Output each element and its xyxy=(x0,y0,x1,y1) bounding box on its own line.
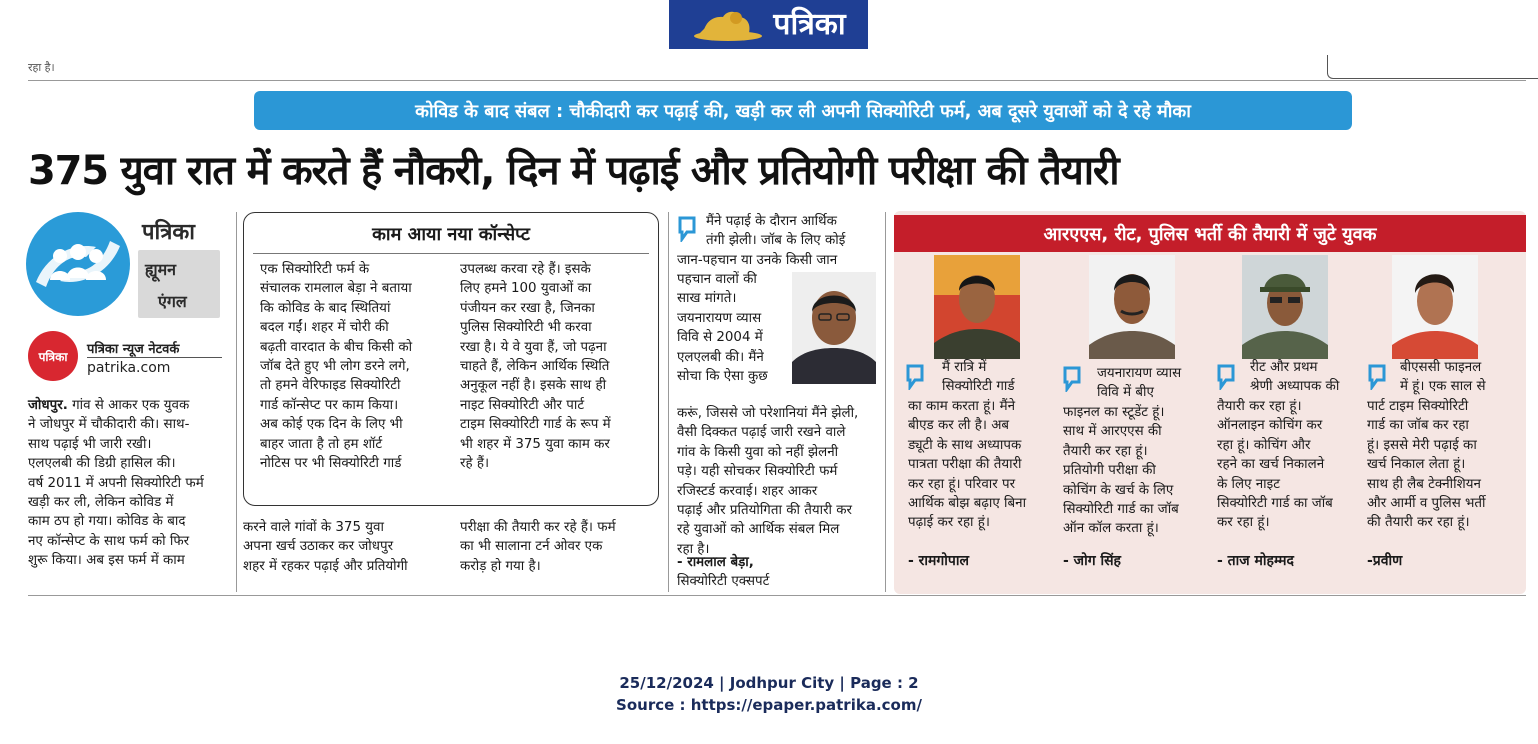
concept-line: लिए हमने 100 युवाओं का xyxy=(460,281,592,297)
quote-mark-icon xyxy=(1217,364,1235,390)
network-badge-label: पत्रिका xyxy=(38,349,68,364)
youth-line: सिक्योरिटी गार्ड का जॉब xyxy=(1217,496,1333,512)
ramgopal-photo xyxy=(934,255,1020,359)
quote-line: रहा है। xyxy=(677,541,710,557)
jog-singh-photo xyxy=(1089,255,1175,359)
quote-mark-icon xyxy=(678,216,696,242)
concept-line: नाइट सिक्योरिटी और पार्ट xyxy=(460,397,585,413)
network-site: patrika.com xyxy=(87,360,171,376)
youth-line: रहा हूं। कोचिंग और xyxy=(1217,437,1311,453)
continuation-line: का भी सालाना टर्न ओवर एक xyxy=(460,539,603,555)
panel-header xyxy=(894,215,1526,252)
youth-line: के लिए नाइट xyxy=(1217,476,1280,492)
youth-quote-rest xyxy=(908,397,1058,533)
concept-title: काम आया नया कॉन्सेप्ट xyxy=(372,224,530,245)
masthead-brand: पत्रिका xyxy=(773,6,846,42)
youth-quote-first xyxy=(1250,358,1370,397)
network-rule xyxy=(87,357,222,358)
concept-line: पंजीयन कर रखा है, जिनका xyxy=(460,300,595,316)
youth-line: ऑन कॉल करता हूं। xyxy=(1063,521,1159,537)
concept-line: उपलब्ध करवा रहे हैं। इसके xyxy=(460,262,591,277)
concept-line: तो हमने वेरिफाइड सिक्योरिटी xyxy=(260,378,401,394)
youth-line: सिक्योरिटी गार्ड xyxy=(942,379,1015,395)
youth-line: सिक्योरिटी गार्ड का जॉब xyxy=(1063,502,1179,518)
youth-name: - ताज मोहम्मद xyxy=(1217,553,1294,569)
intro-line: वर्ष 2011 में अपनी सिक्योरिटी फर्म xyxy=(28,475,204,491)
youth-line: ऑनलाइन कोचिंग कर xyxy=(1217,418,1323,434)
youth-line: मैं रात्रि में xyxy=(942,360,987,375)
human-angle-brand: पत्रिका xyxy=(142,220,195,245)
youth-line: आर्थिक बोझ बढ़ाए बिना xyxy=(908,496,1027,512)
network-badge xyxy=(28,331,78,381)
column-divider xyxy=(885,212,886,592)
vyas-quote-top xyxy=(706,212,876,251)
concept-line: अब कोई एक दिन के लिए भी xyxy=(260,417,403,433)
concept-line: गार्ड कॉन्सेप्ट पर काम किया। xyxy=(260,397,399,413)
human-angle-line1: ह्यूमन xyxy=(145,260,177,279)
concept-line: एक सिक्योरिटी फर्म के xyxy=(260,262,370,277)
youth-quote-first xyxy=(1097,364,1217,403)
footer-date-edition: 25/12/2024 | Jodhpur City | Page : 2 xyxy=(619,674,919,692)
footer-source-link[interactable]: Source : https://epaper.patrika.com/ xyxy=(616,696,922,714)
youth-line: में हूं। एक साल से xyxy=(1400,379,1486,395)
concept-line: कि कोविड के बाद स्थितियां xyxy=(260,300,391,316)
vyas-signature xyxy=(677,553,883,592)
taj-mohammed-photo xyxy=(1242,255,1328,359)
signature-role: सिक्योरिटी एक्सपर्ट xyxy=(677,574,770,590)
quote-line: करूं, जिससे जो परेशानियां मैंने झेली, xyxy=(677,406,859,421)
continuation-line: परीक्षा की तैयारी कर रहे हैं। फर्म xyxy=(460,520,616,535)
vyas-quote-top-wide xyxy=(677,251,877,270)
bottom-rule xyxy=(28,595,1526,596)
youth-line: गार्ड का जॉब कर रहा xyxy=(1367,418,1469,434)
youth-line: विवि में बीए xyxy=(1097,385,1154,401)
youth-quote-rest xyxy=(1367,397,1522,533)
concept-line: बदल गईं। शहर में चोरी की xyxy=(260,320,389,336)
quote-mark-icon xyxy=(1063,366,1081,392)
concept-line: रहे हैं। xyxy=(460,456,490,472)
concept-line: संचालक रामलाल बेड़ा ने बताया xyxy=(260,281,412,297)
quote-line: जान-पहचान या उनके किसी जान xyxy=(677,253,838,268)
concept-line: जॉब देते हुए भी लोग डरने लगे, xyxy=(260,359,410,375)
intro-line: ने जोधपुर में चौकीदारी की। साथ- xyxy=(28,417,190,433)
quote-line: पड़े। यही सोचकर सिक्योरिटी फर्म xyxy=(677,464,838,480)
quote-line: एलएलबी की। मैंने xyxy=(677,349,764,365)
quote-line: पढ़ाई और प्रतियोगिता की तैयारी कर xyxy=(677,503,853,519)
youth-line: और आर्मी व पुलिस भर्ती xyxy=(1367,496,1486,512)
youth-line: ड्यूटी के साथ अध्यापक xyxy=(908,437,1022,453)
quote-line: गांव के किसी युवा को नहीं झेलनी xyxy=(677,444,839,460)
youth-line: हूं। इससे मेरी पढ़ाई का xyxy=(1367,437,1477,453)
vyas-quote-mid xyxy=(677,270,792,386)
youth-line: बीएससी फाइनल xyxy=(1400,360,1482,375)
signature-name: - रामलाल बेड़ा, xyxy=(677,555,754,570)
concept-line: भी शहर में 375 युवा काम कर xyxy=(460,436,610,452)
youth-name: - रामगोपाल xyxy=(908,553,969,569)
youth-line: की तैयारी कर रहा हूं। xyxy=(1367,515,1470,531)
concept-line: चाहते हैं, लेकिन आर्थिक स्थिति xyxy=(460,359,610,375)
cutline-left: रहा है। xyxy=(28,61,55,74)
intro-line: काम ठप हो गया। कोविड के बाद xyxy=(28,514,186,530)
concept-line: बाहर जाता है तो हम शॉर्ट xyxy=(260,436,383,452)
dateline: जोधपुर. xyxy=(28,398,68,413)
concept-line: बढ़ती वारदात के बीच किसी को xyxy=(260,339,413,355)
headline: 375 युवा रात में करते हैं नौकरी, दिन में पढ़ाई और प्रतियोगी परीक्षा की तैयारी xyxy=(28,148,1119,194)
panel-title: आरएएस, रीट, पुलिस भर्ती की तैयारी में जुटे युवक xyxy=(1043,223,1377,245)
youth-line: रीट और प्रथम xyxy=(1250,360,1318,375)
vyas-quote-low xyxy=(677,404,883,559)
intro-column xyxy=(28,396,226,571)
kicker-banner xyxy=(254,91,1352,130)
youth-line: तैयारी कर रहा हूं। xyxy=(1217,399,1302,414)
continuation-line: शहर में रहकर पढ़ाई और प्रतियोगी xyxy=(243,558,408,574)
concept-line: टाइम सिक्योरिटी गार्ड के रूप में xyxy=(460,417,611,433)
youth-line: जयनारायण व्यास xyxy=(1097,366,1182,381)
youth-quote-first xyxy=(1400,358,1520,397)
concept-column-2 xyxy=(460,260,648,473)
continuation-line: अपना खर्च उठाकर कर जोधपुर xyxy=(243,539,394,555)
kicker-text: कोविड के बाद संबल : चौकीदारी कर पढ़ाई की, खड़ी कर ली अपनी सिक्योरिटी फर्म, अब दूसरे युवाओं को दे रहे मौका xyxy=(415,100,1191,122)
cut-box-decoration xyxy=(1327,55,1538,79)
people-hands-icon xyxy=(26,212,130,316)
quote-line: रहे युवाओं को आर्थिक संबल मिल xyxy=(677,522,840,538)
youth-line: साथ ही लैब टेक्नीशियन xyxy=(1367,476,1481,492)
quote-line: जयनारायण व्यास xyxy=(677,310,762,326)
human-angle-line2: एंगल xyxy=(158,292,187,311)
quote-mark-icon xyxy=(1368,364,1386,390)
youth-line: बीएड कर ली है। अब xyxy=(908,418,1010,434)
youth-line: प्रतियोगी परीक्षा की xyxy=(1063,463,1156,479)
quote-line: रजिस्टर्ड करवाई। शहर आकर xyxy=(677,483,818,499)
youth-line: साथ में आरएएस की xyxy=(1063,424,1162,440)
youth-line: कर रहा हूं। परिवार पर xyxy=(908,476,1016,492)
quote-mark-icon xyxy=(906,364,924,390)
youth-quote-rest xyxy=(1063,403,1213,539)
youth-line: रहने का खर्च निकालने xyxy=(1217,457,1325,473)
youth-line: पढ़ाई कर रहा हूं। xyxy=(908,515,990,531)
youth-line: कोचिंग के खर्च के लिए xyxy=(1063,482,1174,498)
column-divider xyxy=(236,212,237,592)
youth-line: कर रहा हूं। xyxy=(1217,515,1270,531)
intro-line: साथ पढ़ाई भी जारी रखी। xyxy=(28,436,152,452)
youth-line: का काम करता हूं। मैंने xyxy=(908,399,1016,414)
intro-line: नए कॉन्सेप्ट के साथ फर्म को फिर xyxy=(28,533,190,549)
concept-line: अनुकूल नहीं है। इसके साथ ही xyxy=(460,378,607,394)
network-name: पत्रिका न्यूज नेटवर्क xyxy=(87,342,180,357)
quote-line: सोचा कि ऐसा कुछ xyxy=(677,369,768,385)
concept-line: रखा है। ये वे युवा हैं, जो पढ़ना xyxy=(460,339,607,355)
youth-name: - जोग सिंह xyxy=(1063,553,1121,569)
youth-line: पात्रता परीक्षा की तैयारी xyxy=(908,457,1022,473)
continuation-line: करने वाले गांवों के 375 युवा xyxy=(243,520,384,535)
youth-line: श्रेणी अध्यापक की xyxy=(1250,379,1340,395)
quote-line: विवि से 2004 में xyxy=(677,330,763,346)
continuation-column-2 xyxy=(460,518,660,576)
intro-line: खड़ी कर ली, लेकिन कोविड में xyxy=(28,495,174,511)
intro-line: जोधपुर. गांव से आकर एक युवक xyxy=(28,398,190,413)
quote-line: मैंने पढ़ाई के दौरान आर्थिक xyxy=(706,214,837,229)
youth-line: फाइनल का स्टूडेंट हूं। xyxy=(1063,405,1165,420)
concept-line: पुलिस सिक्योरिटी भी करवा xyxy=(460,320,592,336)
masthead xyxy=(669,0,868,49)
intro-line: शुरू किया। अब इस फर्म में काम xyxy=(28,553,185,569)
ramlal-photo xyxy=(792,272,876,384)
quote-line: तंगी झेली। जॉब के लिए कोई xyxy=(706,233,846,249)
concept-rule xyxy=(253,253,649,254)
youth-line: तैयारी कर रहा हूं। xyxy=(1063,443,1148,459)
top-rule xyxy=(28,80,1526,81)
youth-line: पार्ट टाइम सिक्योरिटी xyxy=(1367,399,1469,414)
quote-line: पहचान वालों की xyxy=(677,272,757,287)
youth-line: खर्च निकाल लेता हूं। xyxy=(1367,457,1466,473)
intro-line: एलएलबी की डिग्री हासिल की। xyxy=(28,456,176,472)
youth-quote-rest xyxy=(1217,397,1367,533)
quote-line: वैसी दिक्कत पढ़ाई जारी रखने वाले xyxy=(677,425,846,441)
concept-column-1 xyxy=(260,260,448,473)
quote-line: साख मांगते। xyxy=(677,291,737,307)
continuation-column-1 xyxy=(243,518,445,576)
youth-quote-first xyxy=(942,358,1062,397)
concept-line: नोटिस पर भी सिक्योरिटी गार्ड xyxy=(260,456,402,472)
column-divider xyxy=(668,212,669,592)
youth-name: -प्रवीण xyxy=(1367,553,1403,569)
lion-emblem-icon xyxy=(691,6,765,44)
continuation-line: करोड़ हो गया है। xyxy=(460,558,541,574)
praveen-photo xyxy=(1392,255,1478,359)
